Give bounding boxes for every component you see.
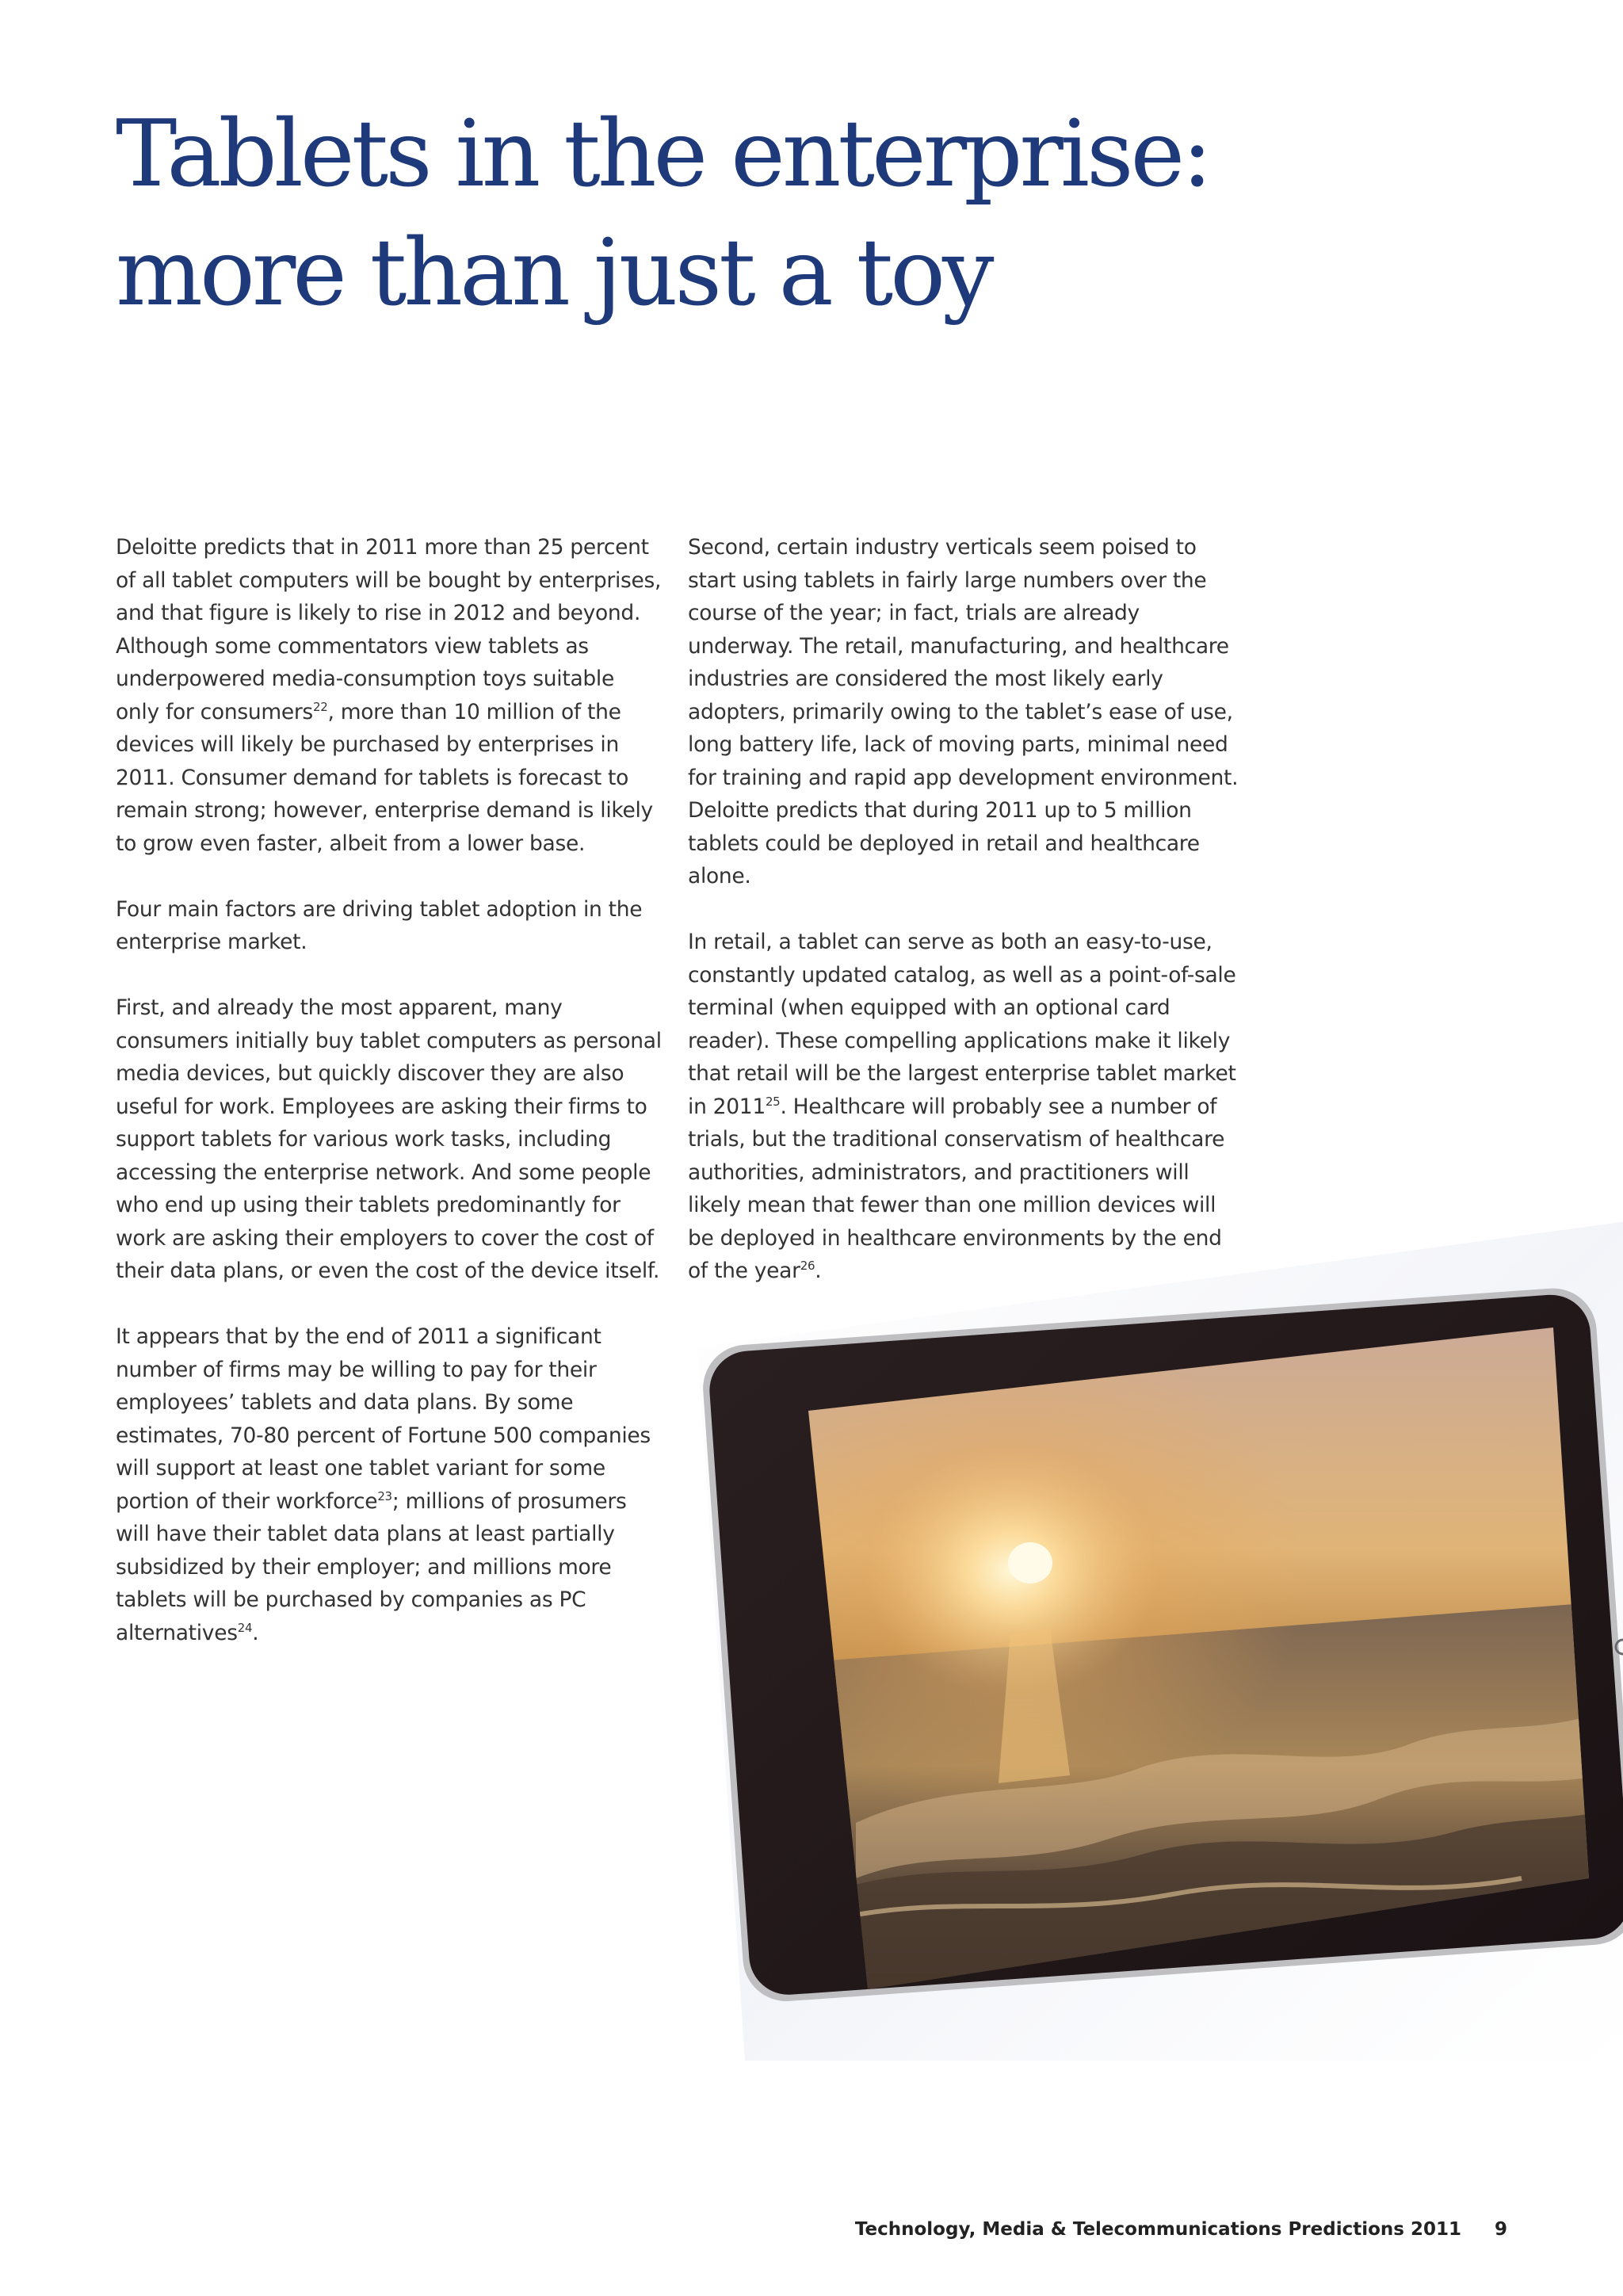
footnote-ref-26: 26 <box>800 1259 815 1274</box>
footnote-ref-23: 23 <box>377 1488 392 1503</box>
left-column <box>116 531 663 1683</box>
paragraph-3: First, and already the most apparent, many consumers initially buy tablet computers as personal media devices, but quickly discover they are also useful for work. Employees are asking their firms to support tablets for various work tasks, including accessing the enterprise network. And some people who end up using their tablets predominantly for work are asking their employers to cover the cost of their data plans, or even the cost of the device itself. <box>116 995 662 1283</box>
paragraph-5: Second, certain industry verticals seem poised to start using tablets in fairly large numbers over the course of the year; in fact, trials are already underway. The retail, manufacturing, and healthcare industries are considered the most likely early adopters, primarily owing to the tablet’s ease of use, long battery life, lack of moving parts, minimal need for training and rapid app development environment. Deloitte predicts that during 2011 up to 5 million tablets could be deployed in retail and healthcare alone. <box>688 535 1239 888</box>
page-title <box>116 95 1304 333</box>
paragraph-1: Deloitte predicts that in 2011 more than 25 percent of all tablet computers will be bought by enterprises, and that figure is likely to rise in 2012 and beyond. Although some commentators view tablets as underpowered media-consumption toys suitable only for consumers$^{22}$, more than 10 million of the devices will likely be purchased by enterprises in 2011. Consumer demand for tablets is forecast to remain strong; however, enterprise demand is likely to grow even faster, albeit from a lower base. <box>116 535 662 856</box>
right-column <box>688 531 1243 1320</box>
footnote-ref-24: 24 <box>237 1620 253 1635</box>
paragraph-6: In retail, a tablet can serve as both an easy-to-use, constantly updated catalog, as well as a point-of-sale terminal (when equipped with an optional card reader). These compelling applications make it likely that retail will be the largest enterprise tablet market in 2011$^{25}$. Healthcare will probably see a number of trials, but the traditional conservatism of healthcare authorities, administrators, and practitioners will likely mean that fewer than one million devices will be deployed in healthcare environments by the end of the year$^{26}$. <box>688 930 1236 1283</box>
tablet-photo <box>697 1221 1623 2061</box>
tablet-illustration <box>697 1221 1623 2061</box>
publication-title: Technology, Media & Telecommunications Predictions 2011 <box>854 2219 1461 2240</box>
page-footer <box>855 2219 1507 2240</box>
paragraph-4: It appears that by the end of 2011 a significant number of firms may be willing to pay for their employees’ tablets and data plans. By some estimates, 70-80 percent of Fortune 500 companies will support at least one tablet variant for some portion of their workforce$^{23}$; millions of prosumers will have their tablet data plans at least partially subsidized by their employer; and millions more tablets will be purchased by companies as PC alternatives$^{24}$. <box>116 1324 651 1645</box>
title-line-1: Tablets in the enterprise: <box>116 101 1210 208</box>
paragraph-2: Four main factors are driving tablet adoption in the enterprise market. <box>116 896 643 954</box>
footnote-ref-22: 22 <box>312 699 328 714</box>
title-line-2: more than just a toy <box>116 220 991 327</box>
footnote-ref-25: 25 <box>765 1094 781 1109</box>
page-number: 9 <box>1494 2219 1507 2240</box>
